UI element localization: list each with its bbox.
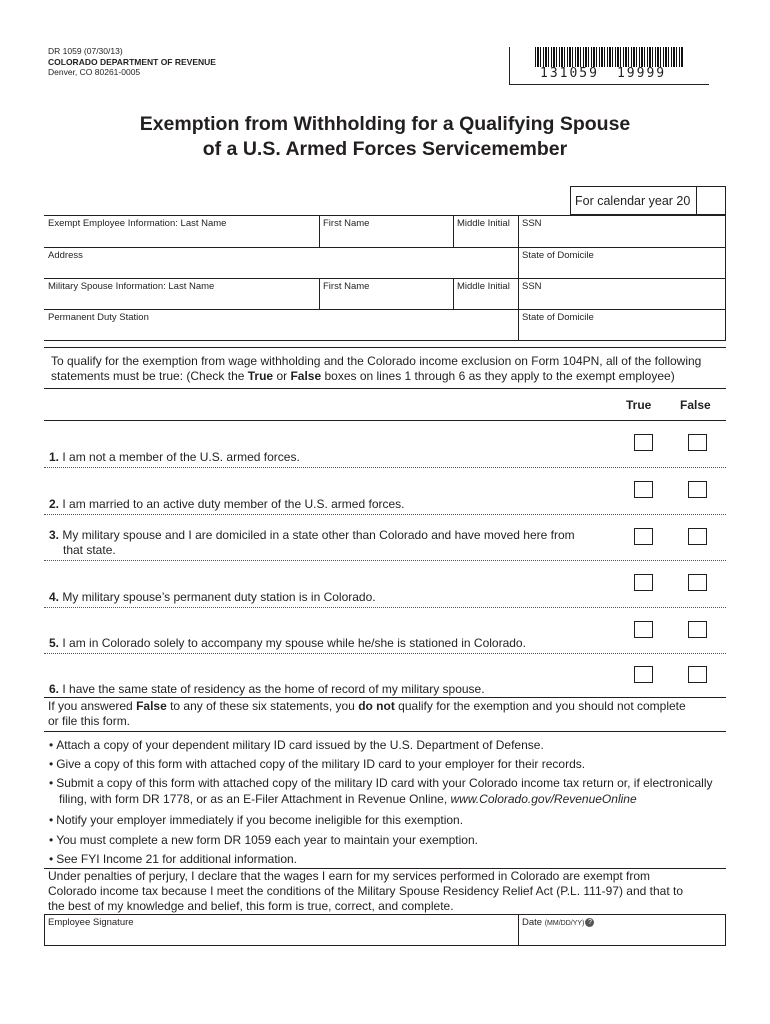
form-title — [0, 112, 770, 162]
permanent-duty-station-input[interactable] — [45, 323, 517, 339]
military-last-name-input[interactable] — [45, 292, 318, 308]
statement-4-false-checkbox[interactable] — [688, 574, 707, 591]
bullet-item: • You must complete a new form DR 1059 each year to maintain your exemption. — [49, 833, 478, 847]
grid-line — [44, 215, 726, 216]
military-last-name-label: Military Spouse Information: Last Name — [48, 281, 215, 292]
statement-1: 1. I am not a member of the U.S. armed forces. — [49, 450, 300, 464]
barcode-frame-bottom — [509, 84, 709, 85]
statement-2-false-checkbox[interactable] — [688, 481, 707, 498]
exempt-ssn-label: SSN — [522, 218, 542, 229]
statement-3-true-checkbox[interactable] — [634, 528, 653, 545]
perjury-line3: the best of my knowledge and belief, this form is true, correct, and complete. — [48, 899, 454, 913]
form-id: DR 1059 (07/30/13) — [48, 46, 123, 56]
statement-1-true-checkbox[interactable] — [634, 434, 653, 451]
statement-4: 4. My military spouse’s permanent duty station is in Colorado. — [49, 590, 376, 604]
statement-6-true-checkbox[interactable] — [634, 666, 653, 683]
barcode-frame-left — [509, 47, 510, 85]
revenue-online-link[interactable]: www.Colorado.gov/RevenueOnline — [450, 791, 637, 806]
statement-4-true-checkbox[interactable] — [634, 574, 653, 591]
form-title-line2: of a U.S. Armed Forces Servicemember — [202, 138, 568, 160]
exempt-middle-initial-input[interactable] — [454, 229, 517, 246]
section-line — [44, 945, 726, 946]
false-note — [48, 699, 728, 729]
dotted-divider — [44, 514, 726, 515]
bullet-item: • Give a copy of this form with attached copy of the military ID card to your employer for their records. — [49, 757, 586, 771]
employee-signature-input[interactable] — [45, 928, 517, 944]
military-state-of-domicile-input[interactable] — [519, 323, 724, 339]
grid-line — [725, 215, 726, 341]
perjury-line1: Under penalties of perjury, I declare that the wages I earn for my services performed in Colorado are exempt from — [48, 869, 651, 883]
section-line — [44, 347, 726, 348]
bullet-item: • See FYI Income 21 for additional information. — [49, 852, 297, 866]
section-line — [44, 697, 726, 698]
intro-line2: statements must be true: (Check the True or False boxes on lines 1 through 6 as they apply to the exempt employee) — [51, 369, 675, 383]
military-middle-initial-input[interactable] — [454, 292, 517, 308]
department-address: Denver, CO 80261-0005 — [48, 67, 141, 77]
section-line — [44, 388, 726, 389]
military-first-name-label: First Name — [323, 281, 370, 292]
military-middle-initial-label: Middle Initial — [457, 281, 510, 292]
employee-signature-label: Employee Signature — [48, 917, 134, 928]
help-icon[interactable]: ? — [585, 918, 594, 927]
calendar-year-label: For calendar year 20 — [575, 194, 691, 208]
intro-text — [51, 354, 731, 384]
exempt-middle-initial-label: Middle Initial — [457, 218, 510, 229]
form-title-line1: Exemption from Withholding for a Qualifying Spouse — [139, 113, 631, 135]
statement-1-false-checkbox[interactable] — [688, 434, 707, 451]
section-line — [44, 420, 726, 421]
exempt-last-name-label: Exempt Employee Information: Last Name — [48, 218, 227, 229]
exempt-last-name-input[interactable] — [45, 229, 318, 246]
barcode-number-left: 131059 — [540, 66, 599, 81]
military-first-name-input[interactable] — [320, 292, 452, 308]
address-label: Address — [48, 250, 83, 261]
false-column-header: False — [680, 398, 711, 412]
barcode — [535, 47, 683, 67]
form-header — [48, 46, 216, 78]
exempt-state-of-domicile-label: State of Domicile — [522, 250, 594, 261]
dotted-divider — [44, 653, 726, 654]
section-line — [44, 731, 726, 732]
permanent-duty-station-label: Permanent Duty Station — [48, 312, 149, 323]
statement-6-false-checkbox[interactable] — [688, 666, 707, 683]
dotted-divider — [44, 467, 726, 468]
grid-line — [44, 278, 726, 279]
military-ssn-label: SSN — [522, 281, 542, 292]
statement-5-false-checkbox[interactable] — [688, 621, 707, 638]
statement-6: 6. I have the same state of residency as the home of record of my military spouse. — [49, 682, 485, 696]
exempt-first-name-input[interactable] — [320, 229, 452, 246]
perjury-line2: Colorado income tax because I meet the conditions of the Military Spouse Residency Relief Act (P.L. 111-97) and that to — [48, 884, 684, 898]
exempt-first-name-label: First Name — [323, 218, 370, 229]
exempt-state-of-domicile-input[interactable] — [519, 261, 724, 277]
military-ssn-input[interactable] — [519, 292, 724, 308]
calendar-year-input[interactable] — [696, 187, 725, 214]
perjury-statement — [48, 869, 728, 914]
military-state-of-domicile-label: State of Domicile — [522, 312, 594, 323]
bullet-item: • Submit a copy of this form with attached copy of the military ID card with your Colorado income tax return or, if electronically filing, with form DR 1778, or as an E-Filer Attachment in Revenue Online, www.Colorado.gov/RevenueOnline — [49, 776, 713, 806]
statement-3-false-checkbox[interactable] — [688, 528, 707, 545]
false-note-line2: or file this form. — [48, 714, 131, 728]
grid-line — [44, 309, 726, 310]
dotted-divider — [44, 560, 726, 561]
statement-3: 3. My military spouse and I are domiciled in a state other than Colorado and have moved here from that state. — [49, 528, 575, 557]
grid-line — [44, 340, 726, 341]
statement-2-true-checkbox[interactable] — [634, 481, 653, 498]
dotted-divider — [44, 607, 726, 608]
exempt-ssn-input[interactable] — [519, 229, 724, 246]
date-label: Date (MM/DD/YY) ? — [522, 917, 594, 928]
barcode-number — [540, 66, 684, 81]
statement-5-true-checkbox[interactable] — [634, 621, 653, 638]
date-input[interactable] — [519, 928, 724, 944]
false-note-line1: If you answered False to any of these six statements, you do not qualify for the exemption and you should not complete — [48, 699, 686, 713]
statement-5: 5. I am in Colorado solely to accompany my spouse while he/she is stationed in Colorado. — [49, 636, 526, 650]
bullet-item: • Attach a copy of your dependent military ID card issued by the U.S. Department of Defense. — [49, 738, 544, 752]
section-line — [44, 914, 726, 915]
grid-line — [44, 247, 726, 248]
true-column-header: True — [626, 398, 652, 412]
grid-line — [725, 914, 726, 946]
intro-line1: To qualify for the exemption from wage withholding and the Colorado income exclusion on Form 104PN, all of the following — [51, 354, 702, 368]
address-input[interactable] — [45, 261, 517, 277]
statement-2: 2. I am married to an active duty member of the U.S. armed forces. — [49, 497, 405, 511]
department-name: COLORADO DEPARTMENT OF REVENUE — [48, 56, 216, 67]
bullet-item: • Notify your employer immediately if you become ineligible for this exemption. — [49, 813, 464, 827]
barcode-number-right: 19999 — [616, 66, 667, 81]
